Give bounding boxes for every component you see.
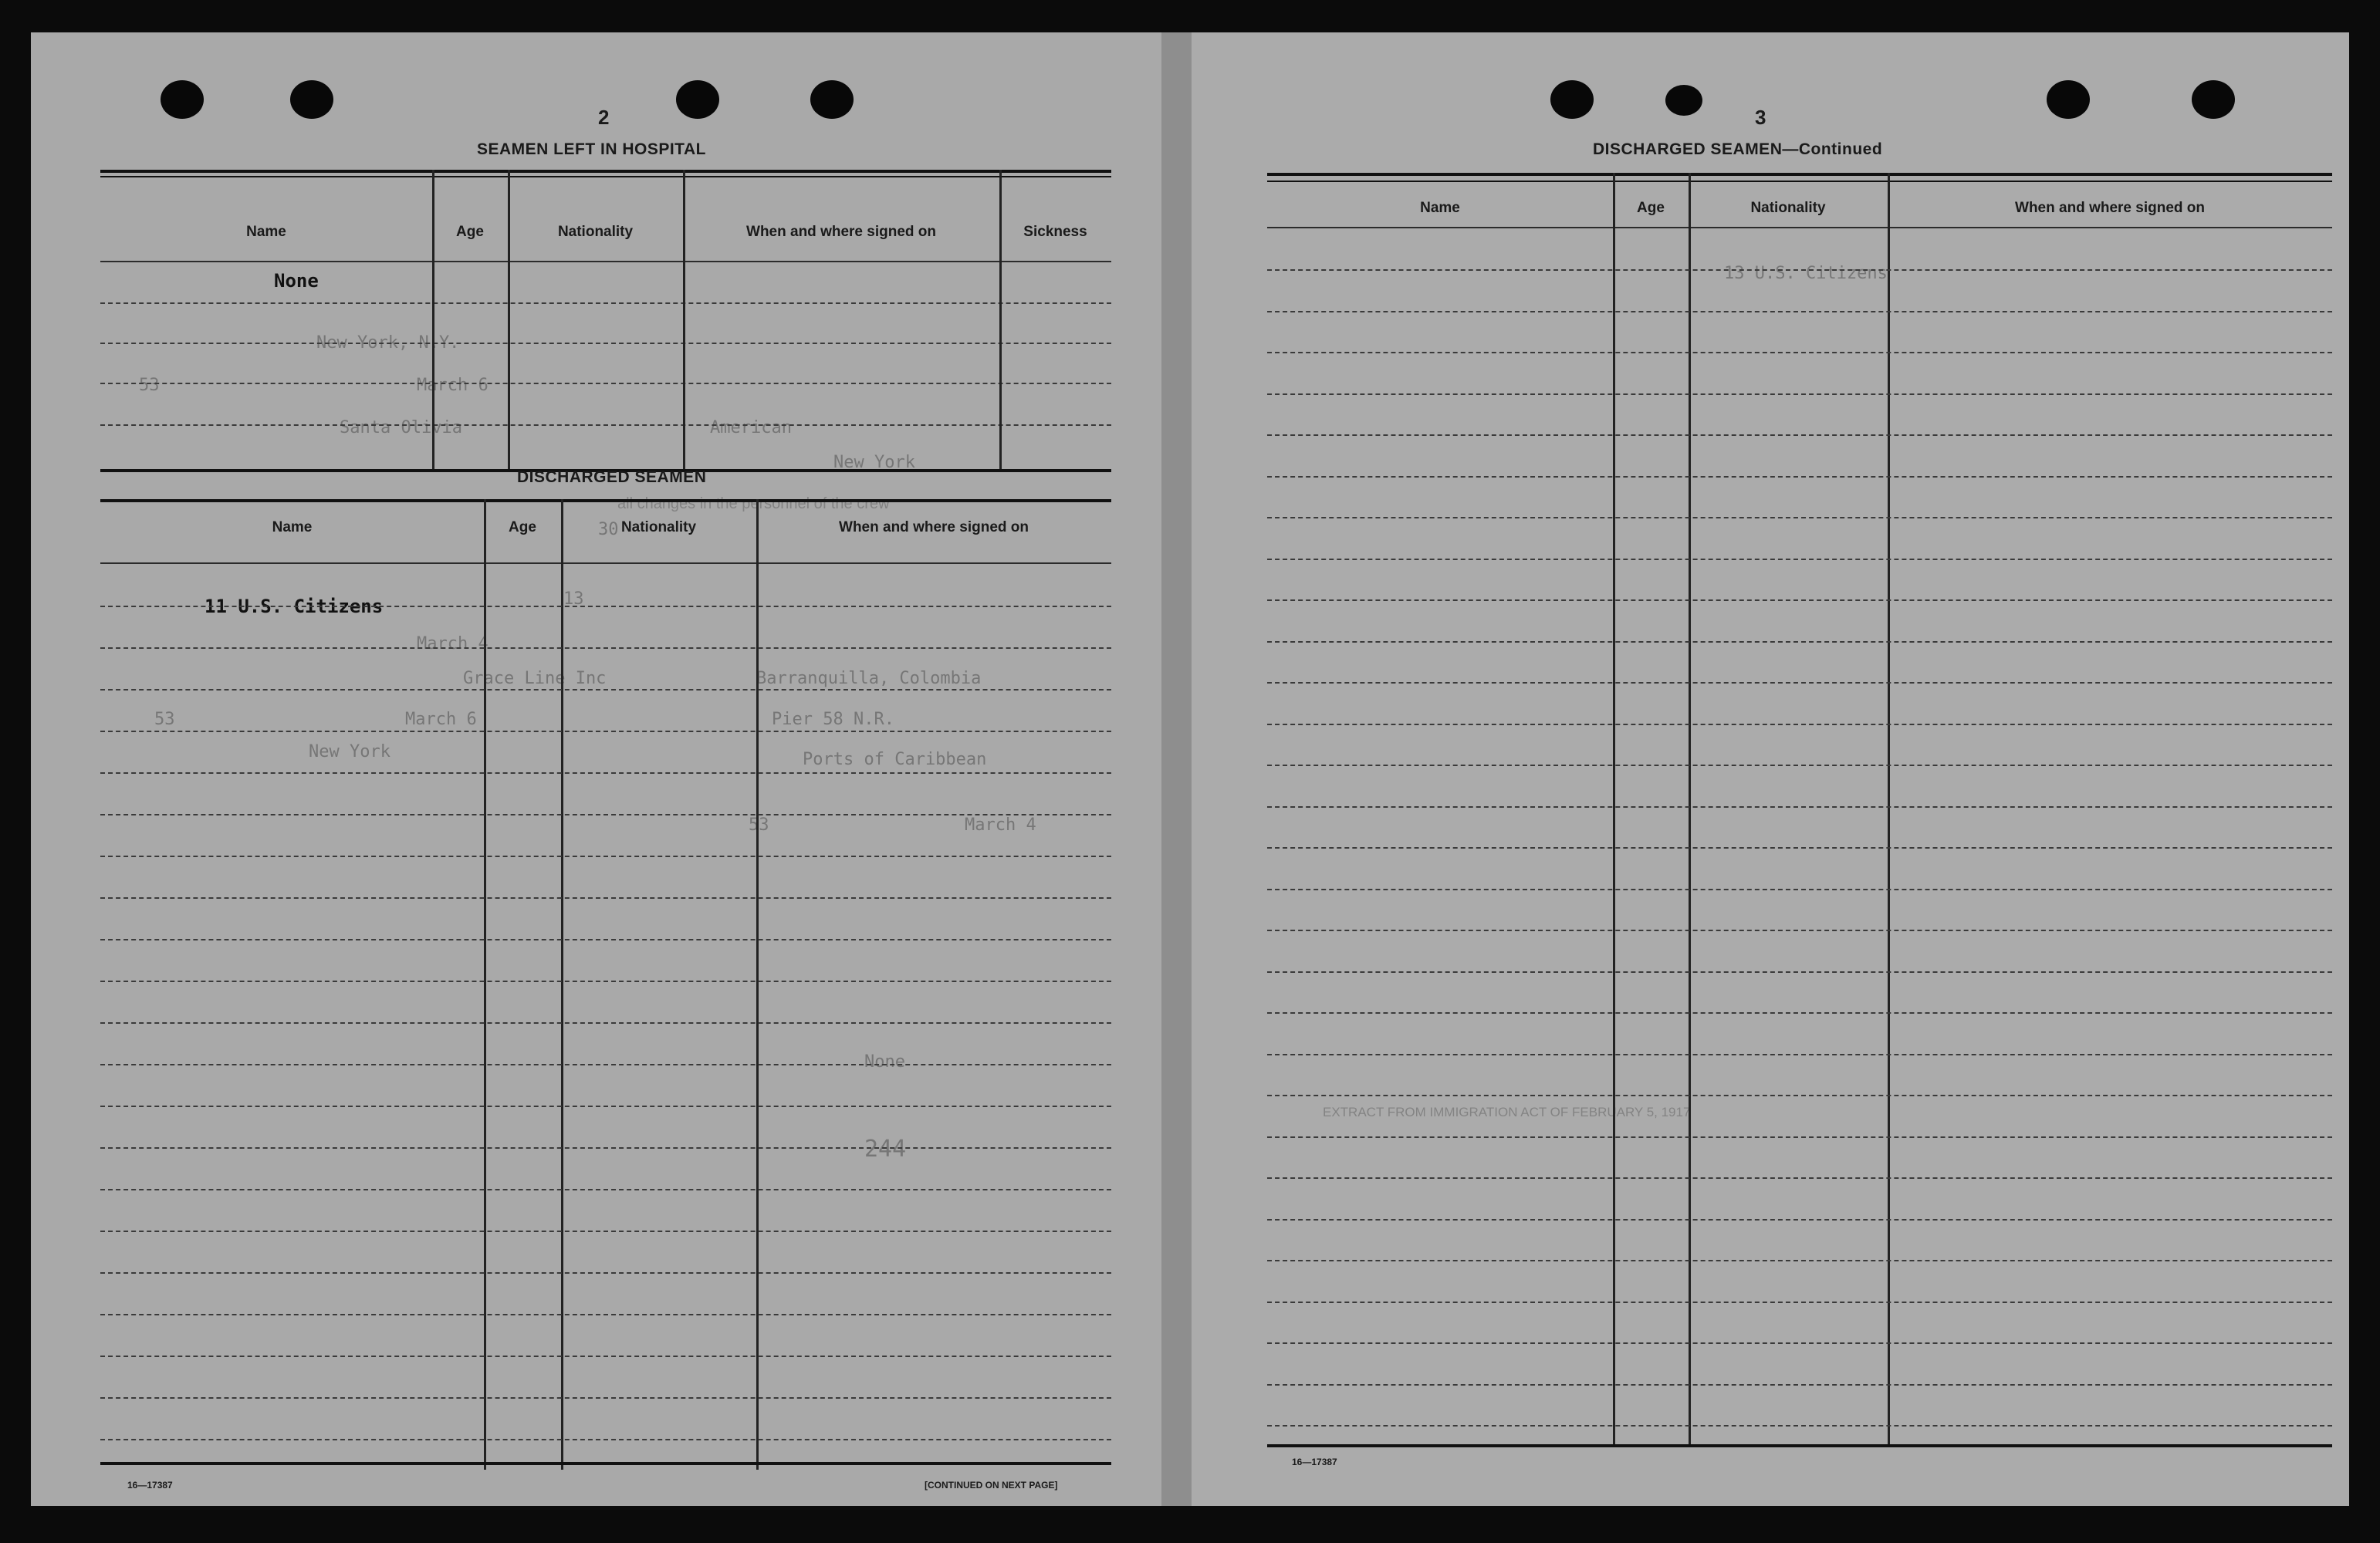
ruled-line <box>100 647 1111 649</box>
table-bottom-rule <box>1267 1444 2332 1447</box>
ruled-line <box>100 1022 1111 1024</box>
column-header-name: Name <box>246 224 286 240</box>
ruled-line <box>1267 765 2332 766</box>
page-number: 2 <box>598 106 610 129</box>
bleed-text: 244 <box>864 1136 907 1163</box>
ruled-line <box>100 731 1111 732</box>
form-code: 16—17387 <box>1292 1457 1337 1467</box>
ruled-line <box>1267 1384 2332 1386</box>
bleed-text: American <box>710 418 792 437</box>
discharged-entry: 11 U.S. Citizens <box>205 596 384 617</box>
punch-hole <box>161 80 204 119</box>
ruled-line <box>1267 1219 2332 1221</box>
page-fold <box>1161 32 1192 1506</box>
punch-hole <box>676 80 719 119</box>
ruled-line <box>1267 1012 2332 1014</box>
ruled-line <box>1267 559 2332 560</box>
bleed-text: 30 <box>598 520 619 539</box>
column-header-name: Name <box>1420 200 1460 216</box>
discharged-continued-title: DISCHARGED SEAMEN—Continued <box>1593 140 1883 158</box>
discharged-section-title: DISCHARGED SEAMEN <box>517 468 707 486</box>
ruled-line <box>1267 1260 2332 1261</box>
ruled-line <box>100 1231 1111 1232</box>
ruled-line <box>100 1189 1111 1190</box>
punch-hole <box>810 80 854 119</box>
punch-hole <box>290 80 333 119</box>
ruled-line <box>100 981 1111 982</box>
left-page <box>31 32 1188 1506</box>
ruled-line <box>100 1272 1111 1274</box>
bleed-text: Ports of Caribbean <box>803 750 987 769</box>
ruled-line <box>100 606 1111 607</box>
bleed-text: Pier 58 N.R. <box>772 710 894 729</box>
ruled-line <box>100 814 1111 815</box>
bleed-text: all changes in the personnel of the crew <box>617 495 890 512</box>
ruled-line <box>100 1147 1111 1149</box>
continued-note: [CONTINUED ON NEXT PAGE] <box>925 1480 1058 1491</box>
right-page <box>1192 32 2349 1506</box>
ruled-line <box>1267 393 2332 395</box>
column-header-age: Age <box>1637 200 1665 216</box>
column-header-nationality: Nationality <box>1750 200 1826 216</box>
punch-hole <box>2047 80 2090 119</box>
column-header-name: Name <box>272 519 313 535</box>
hospital-section-title: SEAMEN LEFT IN HOSPITAL <box>477 140 706 158</box>
bleed-text: None <box>864 1052 905 1072</box>
column-header-age: Age <box>509 519 536 535</box>
ruled-line <box>100 939 1111 940</box>
ruled-line <box>1267 517 2332 518</box>
ruled-line <box>1267 1425 2332 1427</box>
column-header-nationality: Nationality <box>557 224 634 240</box>
ruled-line <box>1267 1302 2332 1303</box>
hospital-table <box>100 170 1111 472</box>
bleed-text: 13 <box>563 589 584 609</box>
ruled-line <box>1267 847 2332 849</box>
ruled-line <box>100 772 1111 774</box>
ruled-line <box>1267 930 2332 931</box>
ruled-line <box>100 1064 1111 1065</box>
column-header-signed-on: When and where signed on <box>839 519 1029 535</box>
ruled-line <box>1267 311 2332 312</box>
bleed-text: 53 <box>154 710 175 729</box>
bleed-text: Barranquilla, Colombia <box>756 669 982 688</box>
ruled-line <box>100 897 1111 899</box>
column-header-age: Age <box>456 224 484 240</box>
discharged-table <box>100 499 1111 1470</box>
column-header-signed-on: When and where signed on <box>746 224 936 240</box>
bleed-text: March 4 <box>417 634 489 653</box>
ruled-line <box>100 1106 1111 1107</box>
ruled-line <box>1267 806 2332 808</box>
ruled-line <box>1267 1177 2332 1179</box>
ruled-line <box>1267 1054 2332 1055</box>
table-bottom-rule <box>100 1462 1111 1465</box>
bleed-text: EXTRACT FROM IMMIGRATION ACT OF FEBRUARY 5, 1917 <box>1323 1105 1691 1119</box>
bleed-text: 53 <box>139 376 160 395</box>
ruled-line <box>100 1439 1111 1440</box>
ruled-line <box>1267 1342 2332 1344</box>
ruled-line <box>100 856 1111 857</box>
bleed-text: New York <box>833 453 915 472</box>
discharged-continued-table <box>1267 173 2332 1447</box>
ruled-line <box>1267 971 2332 973</box>
ruled-line <box>1267 599 2332 601</box>
hospital-entry: None <box>274 270 319 292</box>
ruled-line <box>100 1356 1111 1357</box>
column-header-sickness: Sickness <box>1023 224 1087 240</box>
bleed-text: 13 U.S. Citizens <box>1724 264 1888 283</box>
punch-hole <box>2192 80 2235 119</box>
bleed-text: Grace Line Inc <box>463 669 607 688</box>
page-number: 3 <box>1755 106 1766 129</box>
ruled-line <box>1267 269 2332 271</box>
ruled-line <box>1267 352 2332 353</box>
ruled-line <box>1267 724 2332 725</box>
bleed-text: March 4 <box>965 815 1036 835</box>
column-header-signed-on: When and where signed on <box>2015 200 2205 216</box>
form-code: 16—17387 <box>127 1480 173 1491</box>
ruled-line <box>1267 476 2332 478</box>
bleed-text: Santa Olivia <box>340 418 462 437</box>
ruled-line <box>1267 889 2332 890</box>
bleed-text: New York, N.Y. <box>316 333 460 353</box>
ruled-line <box>1267 1136 2332 1138</box>
ruled-line <box>100 1397 1111 1399</box>
bleed-text: March 6 <box>405 710 477 729</box>
bleed-text: March 6 <box>417 376 489 395</box>
ruled-line <box>100 1314 1111 1315</box>
ruled-line <box>1267 1095 2332 1096</box>
bleed-text: New York <box>309 742 390 761</box>
bleed-text: 53 <box>749 815 769 835</box>
ruled-line <box>1267 641 2332 643</box>
ruled-line <box>100 689 1111 690</box>
column-header-nationality: Nationality <box>620 519 697 535</box>
ruled-line <box>1267 434 2332 436</box>
ruled-line <box>1267 682 2332 684</box>
punch-hole <box>1550 80 1594 119</box>
punch-hole <box>1665 85 1702 116</box>
